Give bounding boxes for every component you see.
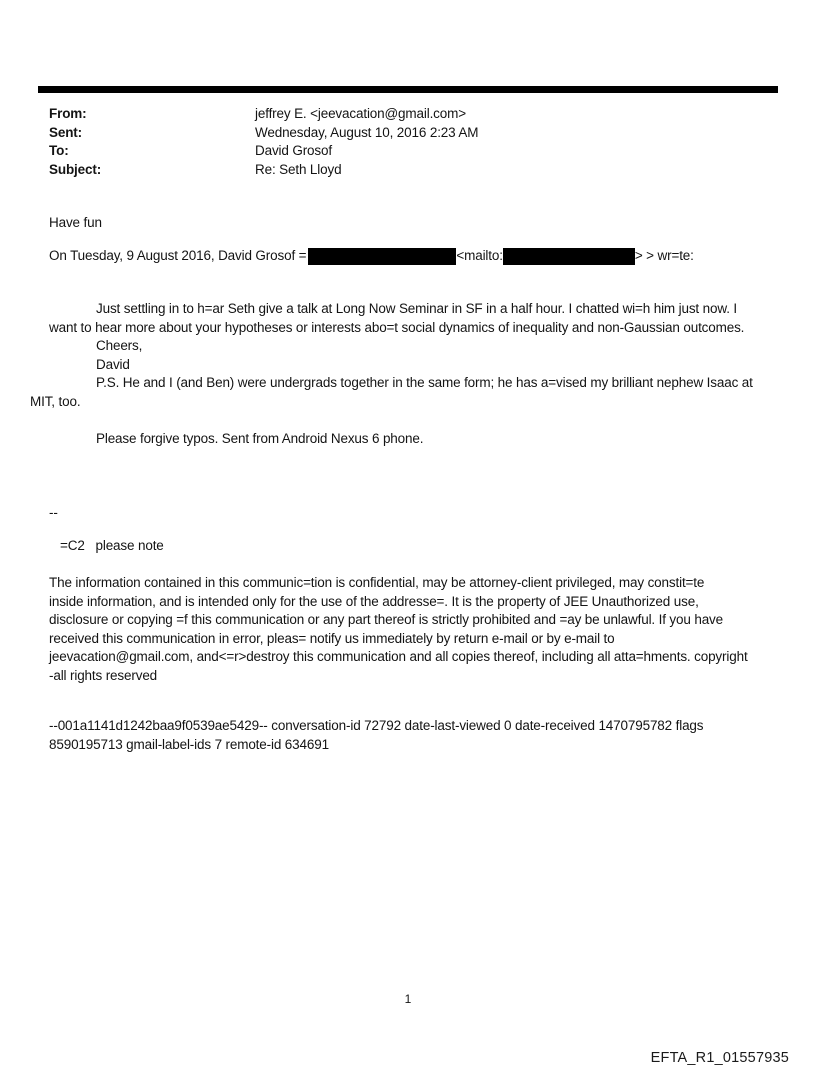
subject-value: Re: Seth Lloyd [255,161,342,177]
header-row-to [49,142,478,161]
message-line: Just settling in to h=ar Seth give a talk at Long Now Seminar in SF in a half hour. I chatted wi=h him just now. I [96,301,738,316]
message-line: Cheers, [96,338,143,354]
header-row-from [49,105,478,124]
disclaimer-line: The information contained in this communic=tion is confidential, may be attorney-client privileged, may constit=te [49,575,705,590]
mime-metadata [49,717,703,754]
message-line: David [96,356,130,372]
please-note-text: =C2 please note [60,538,164,553]
redaction-box-sender-address [308,248,456,265]
from-label: From: [49,106,87,121]
confidentiality-disclaimer [49,574,748,686]
header-row-subject [49,161,478,180]
subject-label: Subject: [49,161,102,177]
bates-number: EFTA_R1_01557935 [650,1050,789,1066]
disclaimer-line: disclosure or copying =f this communication or any part thereof is strictly prohibited and =ay be unlawful. If you have [49,612,724,628]
page-number: 1 [404,992,412,1006]
to-value: David Grosof [255,143,332,159]
quote-intro-mailto: <mailto: [456,248,503,263]
to-label: To: [49,143,69,159]
quote-intro-suffix: > > wr=te: [634,248,694,263]
message-line: want to hear more about your hypotheses or interests abo=t social dynamics of inequality and non-Gaussian outcomes. [49,319,745,335]
disclaimer-line: jeevacation@gmail.com, and<=r>destroy this communication and all copies thereof, including all atta=hments. copyright [49,649,748,665]
quoted-message-body [30,300,753,412]
disclaimer-line: inside information, and is intended only for the use of the addresse=. It is the property of JEE Unauthorized use, [49,593,699,609]
from-value: jeffrey E. <jeevacation@gmail.com> [255,106,466,121]
mobile-signature-text: Please forgive typos. Sent from Android Nexus 6 phone. [96,431,424,446]
quoted-message-intro [49,247,694,266]
header-row-sent [49,124,478,143]
redaction-box-mailto-address [503,248,635,265]
header-rule [38,86,778,93]
mime-line: --001a1141d1242baa9f0539ae5429-- conversation-id 72792 date-last-viewed 0 date-received 1470795782 flags [49,718,704,733]
email-header [49,105,478,179]
mime-line: 8590195713 gmail-label-ids 7 remote-id 634691 [49,736,329,752]
disclaimer-line: -all rights reserved [49,667,158,683]
disclaimer-line: received this communication in error, pleas= notify us immediately by return e-mail or by e-mail to [49,630,615,646]
message-line: MIT, too. [30,393,81,409]
signature-separator: -- [49,505,58,520]
message-line: P.S. He and I (and Ben) were undergrads together in the same form; he has a=vised my brilliant nephew Isaac at [96,375,753,391]
quote-intro-prefix: On Tuesday, 9 August 2016, David Grosof = [49,248,307,263]
sent-label: Sent: [49,124,83,140]
greeting-text: Have fun [49,215,102,230]
sent-value: Wednesday, August 10, 2016 2:23 AM [255,124,479,140]
